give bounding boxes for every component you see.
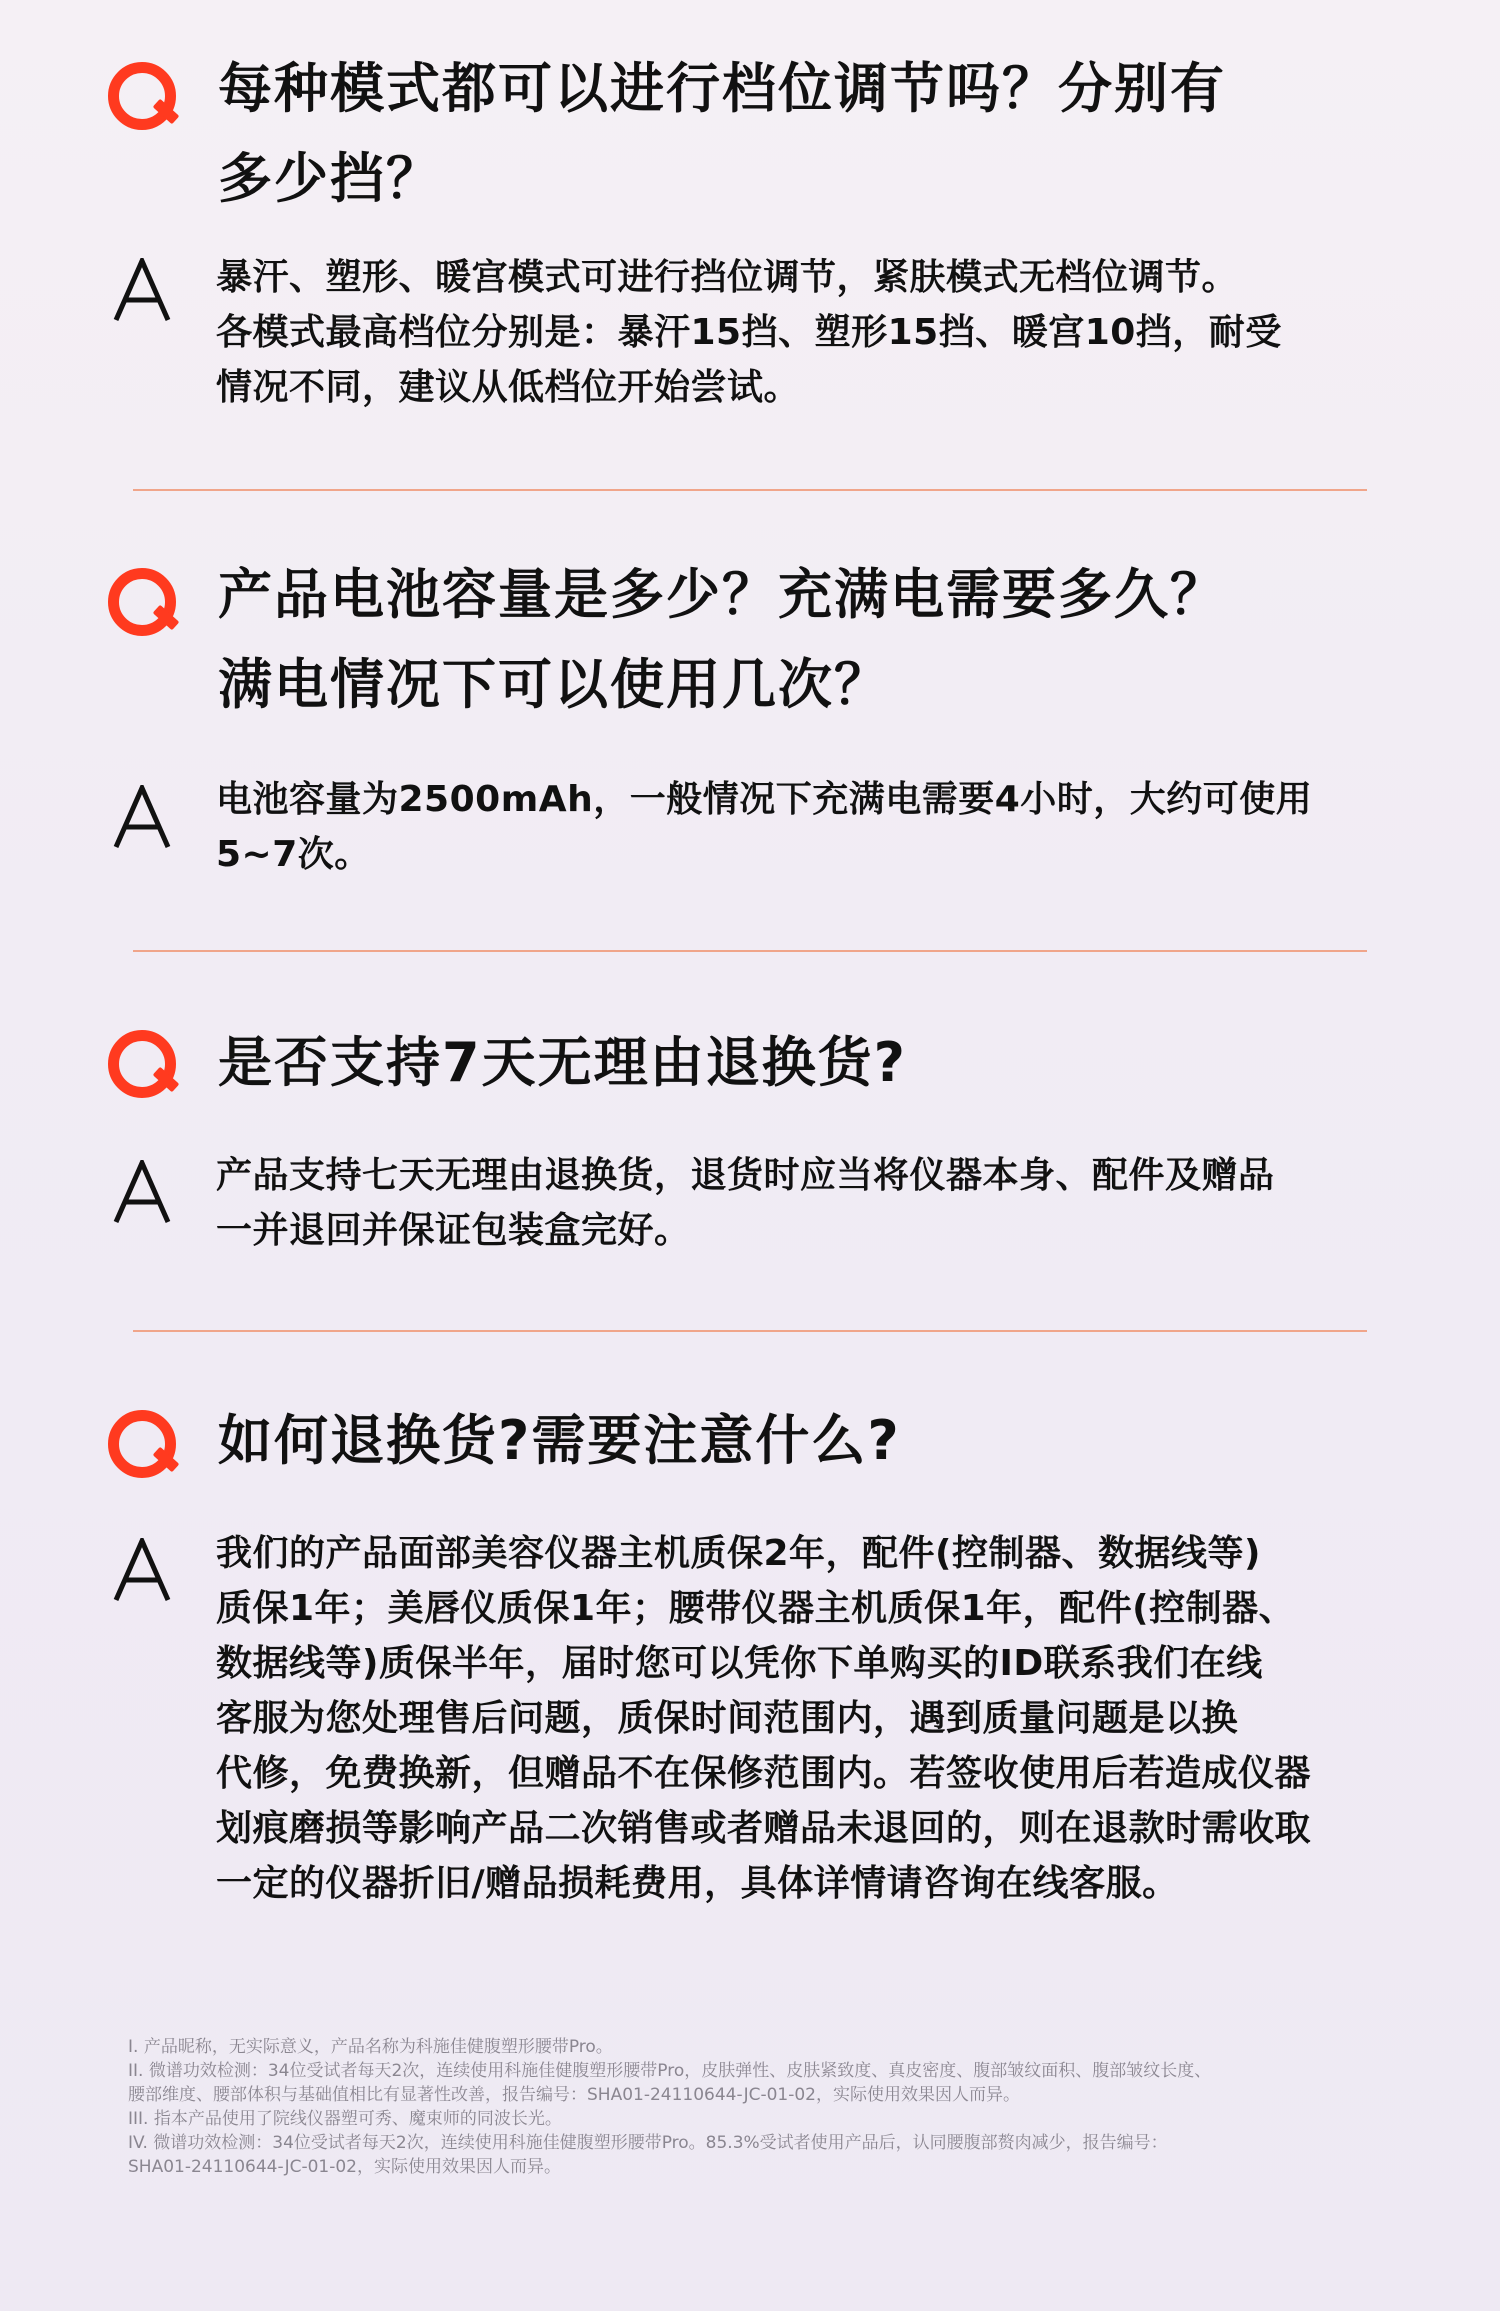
answer-line: 5~7次。 xyxy=(216,834,371,875)
footnote-line: III. 指本产品使用了院线仪器塑可秀、魔束师的同波长光。 xyxy=(128,2109,562,2129)
question-line: 多少挡？ xyxy=(218,147,442,210)
a-icon xyxy=(112,258,172,322)
answer-text xyxy=(216,772,1386,882)
answer-line: 质保1年；美唇仪质保1年；腰带仪器主机质保1年，配件(控制器、 xyxy=(216,1588,1296,1629)
question-line: 每种模式都可以进行档位调节吗？分别有 xyxy=(218,57,1226,120)
question-text xyxy=(218,44,1378,224)
question-line: 是否支持7天无理由退换货? xyxy=(218,1031,907,1094)
answer-text xyxy=(216,1148,1386,1258)
answer-line: 客服为您处理售后问题，质保时间范围内，遇到质量问题是以换 xyxy=(216,1698,1239,1739)
question-text xyxy=(218,1396,1378,1486)
answer-line: 产品支持七天无理由退换货，退货时应当将仪器本身、配件及赠品 xyxy=(216,1155,1275,1196)
question-line: 产品电池容量是多少？充满电需要多久？ xyxy=(218,563,1226,626)
footnote-line: 腰部维度、腰部体积与基础值相比有显著性改善，报告编号：SHA01-24110644-JC-01-02，实际使用效果因人而异。 xyxy=(128,2085,1020,2105)
answer-text xyxy=(216,1526,1386,1911)
answer-line: 电池容量为2500mAh，一般情况下充满电需要4小时，大约可使用 xyxy=(216,779,1313,820)
question-line: 满电情况下可以使用几次？ xyxy=(218,653,890,716)
a-icon xyxy=(112,1538,172,1602)
divider xyxy=(133,1330,1367,1332)
answer-line: 代修，免费换新，但赠品不在保修范围内。若签收使用后若造成仪器 xyxy=(216,1753,1312,1794)
a-icon xyxy=(112,785,172,849)
q-icon xyxy=(108,1410,176,1478)
footnotes xyxy=(128,2035,1408,2179)
answer-line: 我们的产品面部美容仪器主机质保2年，配件(控制器、数据线等) xyxy=(216,1533,1261,1574)
answer-line: 暴汗、塑形、暖宫模式可进行挡位调节，紧肤模式无档位调节。 xyxy=(216,257,1239,298)
answer-line: 划痕磨损等影响产品二次销售或者赠品未退回的，则在退款时需收取 xyxy=(216,1808,1312,1849)
divider xyxy=(133,489,1367,491)
footnote-line: SHA01-24110644-JC-01-02，实际使用效果因人而异。 xyxy=(128,2157,561,2177)
answer-line: 各模式最高档位分别是：暴汗15挡、塑形15挡、暖宫10挡，耐受 xyxy=(216,312,1282,353)
q-icon xyxy=(108,1030,176,1098)
answer-line: 一并退回并保证包装盒完好。 xyxy=(216,1210,691,1251)
answer-text xyxy=(216,250,1386,415)
footnote-line: I. 产品昵称，无实际意义，产品名称为科施佳健腹塑形腰带Pro。 xyxy=(128,2037,613,2057)
footnote-line: II. 微谱功效检测：34位受试者每天2次，连续使用科施佳健腹塑形腰带Pro，皮肤弹性、皮肤紧致度、真皮密度、腹部皱纹面积、腹部皱纹长度、 xyxy=(128,2061,1212,2081)
q-icon xyxy=(108,568,176,636)
answer-line: 情况不同，建议从低档位开始尝试。 xyxy=(216,367,801,408)
answer-line: 数据线等)质保半年，届时您可以凭你下单购买的ID联系我们在线 xyxy=(216,1643,1263,1684)
a-icon xyxy=(112,1160,172,1224)
question-text xyxy=(218,1018,1378,1108)
answer-line: 一定的仪器折旧/赠品损耗费用，具体详情请咨询在线客服。 xyxy=(216,1863,1179,1904)
question-text xyxy=(218,550,1378,730)
divider xyxy=(133,950,1367,952)
footnote-line: IV. 微谱功效检测：34位受试者每天2次，连续使用科施佳健腹塑形腰带Pro。85.3%受试者使用产品后，认同腰腹部赘肉减少，报告编号： xyxy=(128,2133,1168,2153)
q-icon xyxy=(108,62,176,130)
question-line: 如何退换货?需要注意什么? xyxy=(218,1409,901,1472)
